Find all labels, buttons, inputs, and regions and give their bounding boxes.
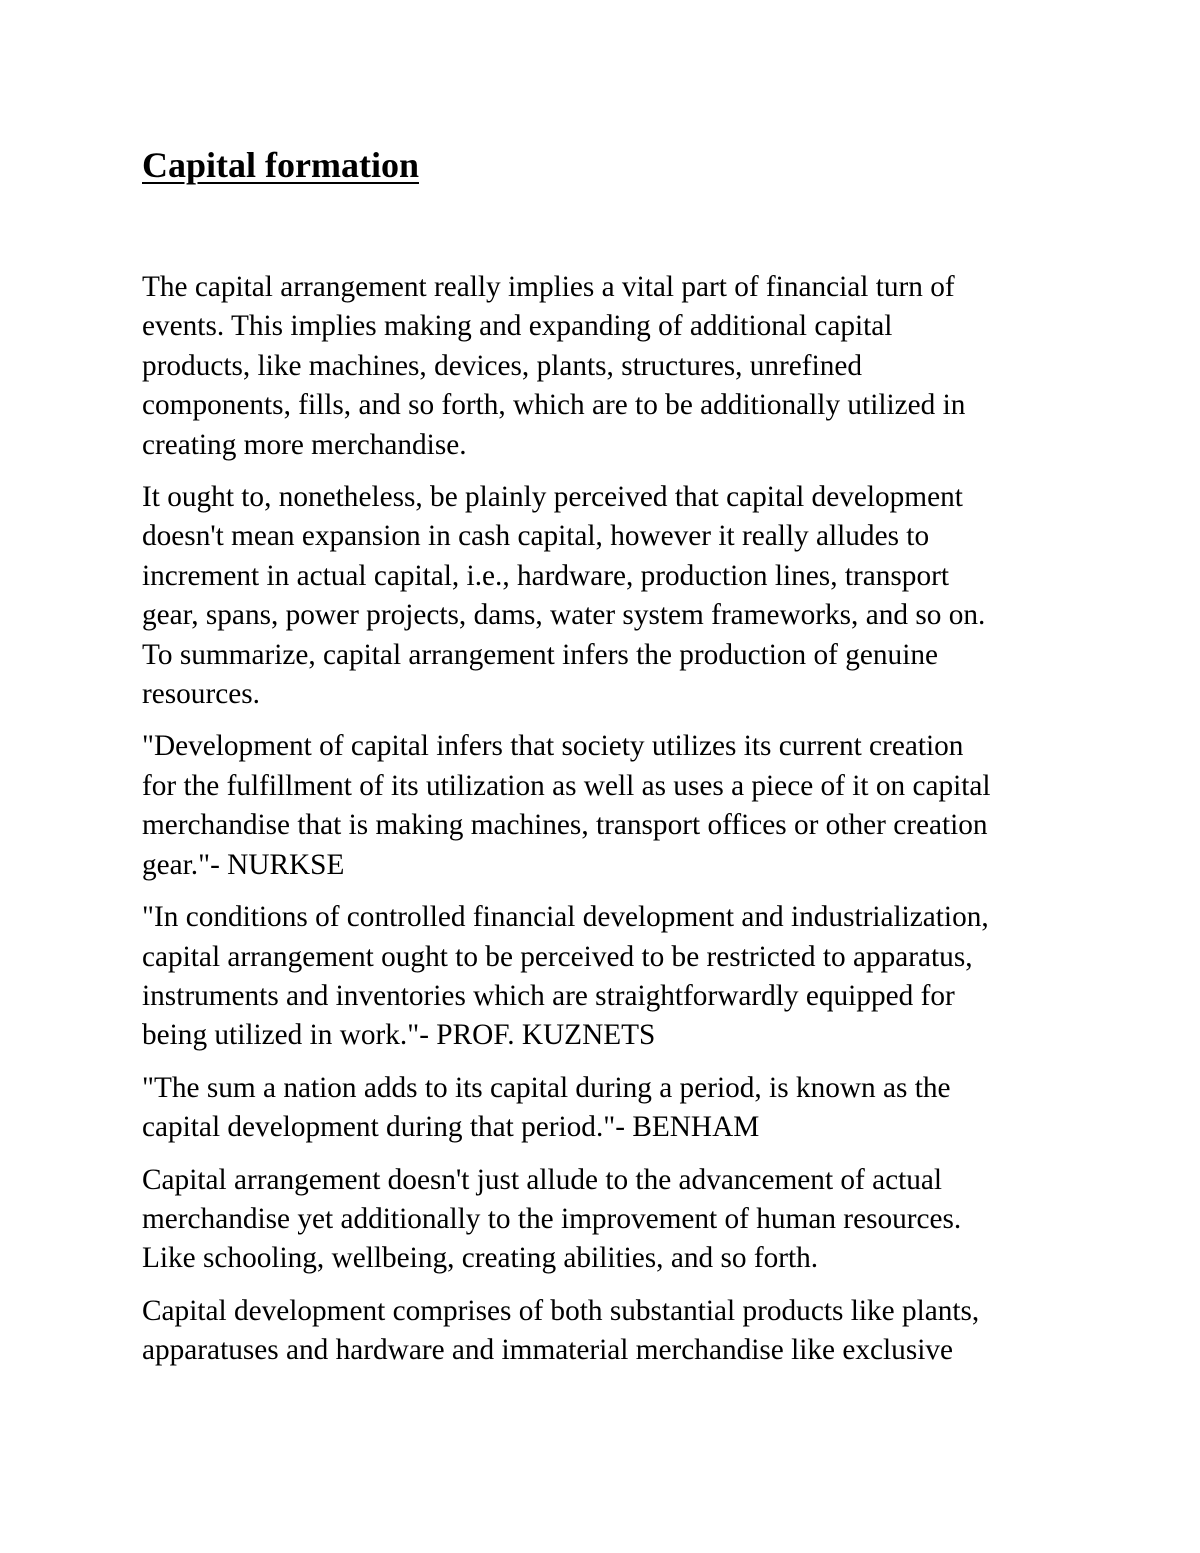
text-line: gear, spans, power projects, dams, water system frameworks, and so on. (142, 599, 986, 632)
text-line: Capital development comprises of both substantial products like plants, (142, 1294, 980, 1327)
text-line: creating more merchandise. (142, 428, 467, 461)
text-line: The capital arrangement really implies a vital part of financial turn of (142, 271, 955, 303)
text-line: capital development during that period."- BENHAM (142, 1111, 760, 1144)
quote-benham (142, 1069, 1067, 1148)
text-line: resources. (142, 678, 260, 711)
paragraph-1 (142, 268, 1067, 465)
document-title: Capital formation (142, 145, 419, 185)
text-line: being utilized in work."- PROF. KUZNETS (142, 1019, 656, 1052)
text-line: doesn't mean expansion in cash capital, however it really alludes to (142, 520, 930, 553)
text-line: To summarize, capital arrangement infers the production of genuine (142, 638, 938, 671)
text-line: "In conditions of controlled financial development and industrialization, (142, 901, 989, 934)
text-line: gear."- NURKSE (142, 848, 345, 881)
text-line: merchandise yet additionally to the improvement of human resources. (142, 1202, 962, 1235)
text-line: "Development of capital infers that society utilizes its current creation (142, 730, 964, 763)
text-line: increment in actual capital, i.e., hardware, production lines, transport (142, 559, 949, 592)
quote-nurkse (142, 727, 1067, 885)
text-line: Capital arrangement doesn't just allude to the advancement of actual (142, 1163, 943, 1196)
text-line: "The sum a nation adds to its capital during a period, is known as the (142, 1071, 951, 1104)
text-line: merchandise that is making machines, transport offices or other creation (142, 809, 988, 842)
paragraph-capital-components (142, 1292, 1067, 1371)
text-line: Like schooling, wellbeing, creating abilities, and so forth. (142, 1242, 819, 1275)
text-line: It ought to, nonetheless, be plainly perceived that capital development (142, 481, 963, 514)
text-line: for the fulfillment of its utilization as well as uses a piece of it on capital (142, 769, 991, 802)
text-line: products, like machines, devices, plants, structures, unrefined (142, 349, 863, 382)
text-line: instruments and inventories which are straightforwardly equipped for (142, 979, 955, 1012)
text-line: capital arrangement ought to be perceived to be restricted to apparatus, (142, 940, 973, 973)
quote-kuznets (142, 898, 1067, 1056)
paragraph-human-resources (142, 1161, 1067, 1279)
text-line: apparatuses and hardware and immaterial merchandise like exclusive (142, 1334, 954, 1367)
document-body (142, 268, 1067, 1384)
paragraph-2 (142, 478, 1067, 714)
text-line: events. This implies making and expanding of additional capital (142, 310, 893, 343)
text-line: components, fills, and so forth, which are to be additionally utilized in (142, 389, 966, 422)
